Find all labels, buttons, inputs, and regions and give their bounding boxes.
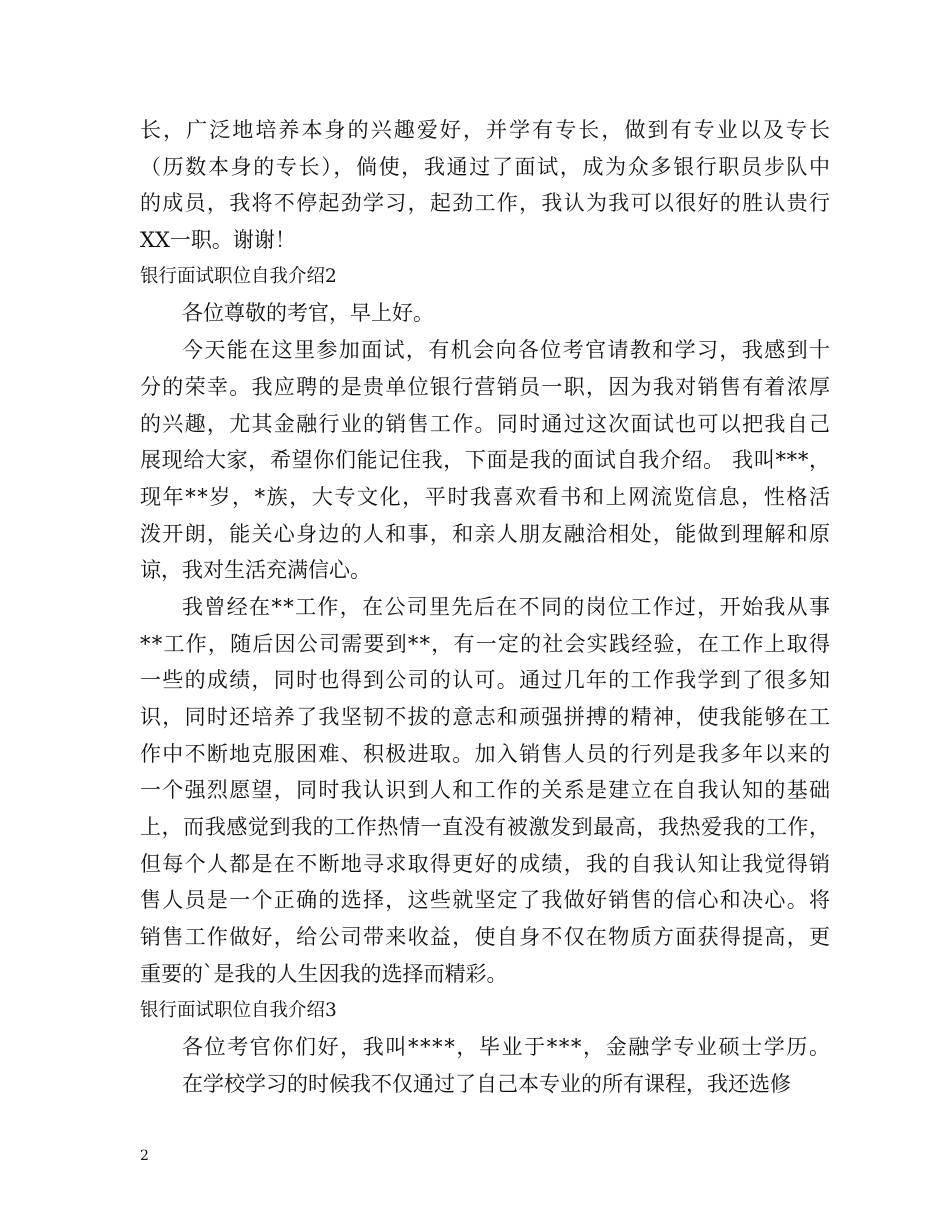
document-body: [140, 112, 833, 1103]
section2-paragraph-1: [140, 332, 830, 589]
text-line: 但每个人都是在不断地寻求取得更好的成绩，我的自我认知让我觉得销: [140, 851, 832, 876]
section-heading-2: 银行面试职位自我介绍2: [140, 265, 337, 287]
text-line: 今天能在这里参加面试，有机会向各位考官请教和学习，我感到十: [182, 338, 832, 363]
greeting-line: 各位考官你们好，我叫****，毕业于***，金融学专业硕士学历。: [182, 1035, 832, 1060]
text-line: 一些的成绩，同时也得到公司的认可。通过几年的工作我学到了很多知: [140, 668, 832, 693]
text-line: 的兴趣，尤其金融行业的销售工作。同时通过这次面试也可以把我自己: [140, 411, 832, 436]
text-line: 在学校学习的时候我不仅通过了自己本专业的所有课程，我还选修: [182, 1071, 791, 1096]
text-line: 销售工作做好，给公司带来收益，使自身不仅在物质方面获得提高，更: [140, 925, 832, 950]
text-line: 售人员是一个正确的选择，这些就坚定了我做好销售的信心和决心。将: [140, 888, 832, 913]
text-line: 我曾经在**工作，在公司里先后在不同的岗位工作过，开始我从事: [182, 594, 832, 619]
section1-tail-paragraph: [140, 112, 833, 259]
text-line: 上，而我感觉到我的工作热情一直没有被激发到最高，我热爱我的工作，: [140, 815, 831, 840]
text-line: 现年**岁，*族，大专文化，平时我喜欢看书和上网流览信息，性格活: [140, 484, 832, 509]
greeting-line: 各位尊敬的考官，早上好。: [182, 301, 434, 326]
text-line: （历数本身的专长），倘使，我通过了面试，成为众多银行职员步队中: [140, 154, 832, 179]
page-number: 2: [140, 1148, 149, 1164]
section3: [140, 1029, 830, 1102]
text-line: 一个强烈愿望，同时我认识到人和工作的关系是建立在自我认知的基础: [140, 778, 832, 803]
text-line: 泼开朗，能关心身边的人和事，和亲人朋友融洽相处，能做到理解和原: [140, 521, 832, 546]
text-line: **工作，随后因公司需要到**，有一定的社会实践经验，在工作上取得: [140, 631, 832, 656]
text-line: 谅，我对生活充满信心。: [140, 558, 371, 583]
text-line: 作中不断地克服困难、积极进取。加入销售人员的行列是我多年以来的: [140, 741, 832, 766]
section3-paragraph-1: [140, 1066, 830, 1103]
text-line: 展现给大家，希望你们能记住我，下面是我的面试自我介绍。 我叫***，: [140, 448, 831, 473]
text-line: 的成员，我将不停起劲学习，起劲工作，我认为我可以很好的胜认贵行: [140, 191, 832, 216]
text-line: XX一职。谢谢！: [140, 228, 296, 253]
text-line: 重要的`是我的人生因我的选择而精彩。: [140, 961, 508, 986]
text-line: 长，广泛地培养本身的兴趣爱好，并学有专长，做到有专业以及专长: [140, 118, 833, 142]
section-heading-3: 银行面试职位自我介绍3: [140, 999, 337, 1021]
section2: [140, 295, 830, 992]
text-line: 分的荣幸。我应聘的是贵单位银行营销员一职，因为我对销售有着浓厚: [140, 374, 832, 399]
text-line: 识，同时还培养了我坚韧不拔的意志和顽强拼搏的精神，使我能够在工: [140, 705, 832, 729]
section2-paragraph-2: [140, 589, 830, 993]
